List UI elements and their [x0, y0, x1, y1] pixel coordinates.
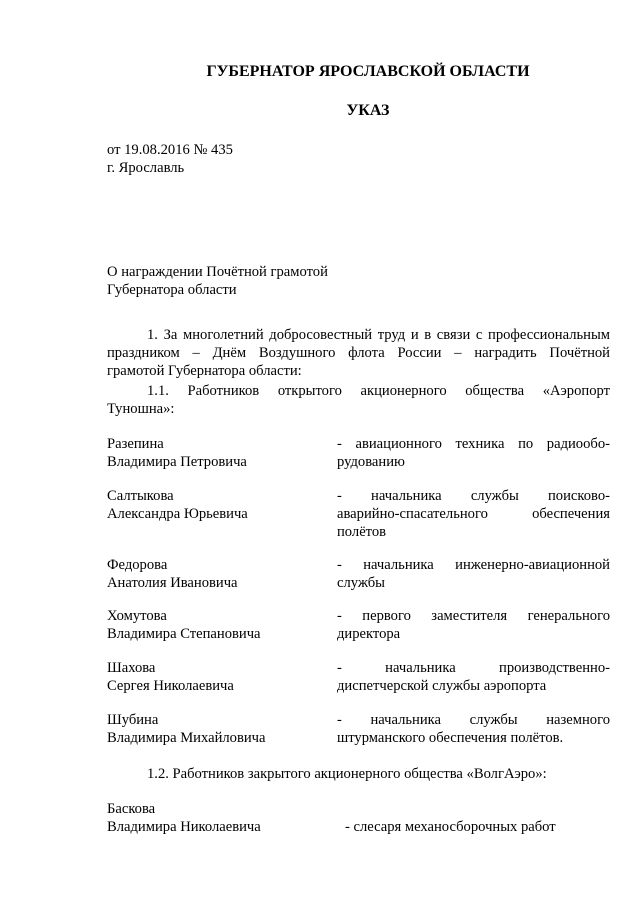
awardee-given-names: Владимира Николаевича: [107, 819, 261, 835]
city: г. Ярославль: [107, 160, 185, 176]
position-line: директора: [337, 626, 401, 642]
awardee-given-names: Александра Юрьевича: [107, 506, 248, 522]
paragraph-1-2: 1.2. Работников закрытого акционерного общества «ВолгАэро»:: [147, 766, 547, 782]
position-line: штурманского обеспечения полётов.: [337, 730, 564, 746]
awardee-name: [107, 487, 327, 523]
awardee-given-names: Владимира Михайловича: [107, 730, 266, 746]
date-number: от 19.08.2016 № 435: [107, 142, 233, 158]
awardee-name: [107, 435, 327, 471]
paragraph-line: Туношна»:: [107, 401, 175, 417]
position-line: аварийно-спасательного обеспечения: [337, 506, 610, 522]
subject-line: О награждении Почётной грамотой: [107, 264, 328, 280]
position-line: - начальника инженерно-авиационной: [337, 557, 610, 573]
paragraph-line: праздником – Днём Воздушного флота России – наградить Почётной: [107, 345, 610, 361]
paragraph-1-1: [107, 382, 610, 418]
position-line: диспетчерской службы аэропорта: [337, 678, 547, 694]
document-subject: [107, 263, 328, 299]
awardee-surname: Шахова: [107, 660, 156, 676]
awardee-position: [337, 556, 610, 592]
awardee-position: [337, 711, 610, 747]
awardee-given-names: Анатолия Ивановича: [107, 575, 238, 591]
position-line: - авиационного техника по радиообо-: [337, 436, 610, 452]
awardee-surname: Хомутова: [107, 608, 167, 624]
awardee-position: [337, 487, 610, 541]
awardee-surname: Шубина: [107, 712, 159, 728]
position-line: - первого заместителя генерального: [337, 608, 610, 624]
awardee-surname: Салтыкова: [107, 488, 174, 504]
position-line: - начальника производственно-: [337, 660, 610, 676]
paragraph-1: [107, 326, 610, 380]
paragraph-line: грамотой Губернатора области:: [107, 363, 302, 379]
awardee-surname: Федорова: [107, 557, 168, 573]
position-line: службы: [337, 575, 385, 591]
awardee-position: [337, 659, 610, 695]
awardee-name: [107, 607, 327, 643]
awardee-given-names: Сергея Николаевича: [107, 678, 234, 694]
document-meta: [107, 141, 233, 177]
paragraph-line: 1.1. Работников открытого акционерного общества «Аэропорт: [147, 383, 610, 399]
awardee-name: [107, 659, 327, 695]
awardee-position: [337, 435, 610, 471]
awardee-name: [107, 711, 327, 747]
paragraph-line: 1. За многолетний добросовестный труд и в связи с профессиональным: [147, 327, 610, 343]
position-line: - начальника службы поисково-: [337, 488, 610, 504]
document-type: УКАЗ: [346, 102, 390, 119]
awardee-given-names: Владимира Петровича: [107, 454, 247, 470]
position-line: полётов: [337, 524, 387, 540]
awardee-surname: Баскова: [107, 801, 156, 817]
awardee-position: [337, 607, 610, 643]
awardee-entry: [107, 800, 610, 836]
awardee-given-names: Владимира Степановича: [107, 626, 261, 642]
awardee-surname: Разепина: [107, 436, 164, 452]
awardee-name: [107, 556, 327, 592]
position-line: рудованию: [337, 454, 405, 470]
awardee-position: - слесаря механосборочных работ: [345, 819, 556, 835]
document-heading: ГУБЕРНАТОР ЯРОСЛАВСКОЙ ОБЛАСТИ: [206, 63, 530, 80]
position-line: - начальника службы наземного: [337, 712, 610, 728]
subject-line: Губернатора области: [107, 282, 237, 298]
